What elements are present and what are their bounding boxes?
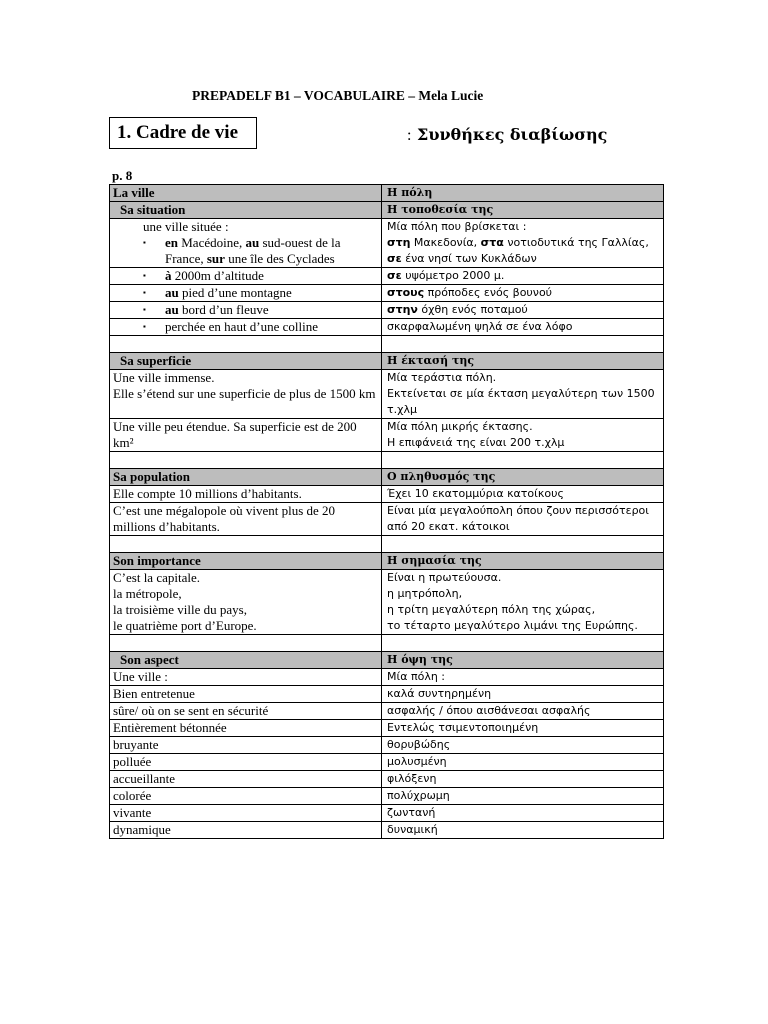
vocab-row <box>110 822 664 839</box>
term-gr-line: φιλόξενη <box>387 772 437 785</box>
item-gr <box>387 285 660 301</box>
term-fr-line: C’est la capitale. <box>113 570 200 585</box>
spacer-row <box>110 536 664 553</box>
bullet-item-fr <box>113 319 378 335</box>
column-header-fr: La ville <box>110 185 382 202</box>
term-fr-line: la troisième ville du pays, <box>113 602 247 617</box>
section-title-gr: Η σημασία της <box>382 553 664 570</box>
section-header-row <box>110 469 664 486</box>
term-fr <box>110 319 382 336</box>
fr-fragment: bord d’un fleuve <box>178 302 269 317</box>
term-fr-line: la métropole, <box>113 586 182 601</box>
vocab-row <box>110 302 664 319</box>
term-gr <box>382 419 664 452</box>
term-gr <box>382 302 664 319</box>
page-reference: p. 8 <box>112 168 133 183</box>
vocab-row <box>110 370 664 419</box>
document-header: PREPADELF B1 – VOCABULAIRE – Mela Lucie <box>192 88 484 103</box>
vocab-row <box>110 319 664 336</box>
term-gr-line: το τέταρτο μεγαλύτερο λιμάνι της Ευρώπης. <box>387 619 638 632</box>
term-gr-line: Είναι η πρωτεύουσα. <box>387 571 502 584</box>
bullet-item-fr <box>113 285 378 301</box>
term-gr <box>382 268 664 285</box>
vocab-row <box>110 720 664 737</box>
vocab-row <box>110 737 664 754</box>
term-gr <box>382 486 664 503</box>
section-title-fr: Sa superficie <box>110 353 382 370</box>
term-fr-line: Une ville peu étendue. Sa superficie est de 200 km² <box>113 419 357 450</box>
term-gr-line: Είναι μία μεγαλούπολη όπου ζουν περισσότεροι από 20 εκατ. κάτοικοι <box>387 504 650 533</box>
term-fr <box>110 285 382 302</box>
term-fr-line: dynamique <box>113 822 171 837</box>
fr-fragment: au <box>165 302 179 317</box>
spacer-cell <box>110 635 382 652</box>
intro-gr: Μία πόλη που βρίσκεται : <box>387 220 527 233</box>
term-fr <box>110 370 382 419</box>
section-title-gr: Η τοποθεσία της <box>382 202 664 219</box>
vocab-row <box>110 268 664 285</box>
gr-fragment: νοτιοδυτικά της Γαλλίας, <box>503 236 649 249</box>
vocab-row <box>110 788 664 805</box>
spacer-cell <box>382 635 664 652</box>
intro-fr: une ville située : <box>143 219 229 234</box>
term-fr <box>110 419 382 452</box>
spacer-cell <box>382 452 664 469</box>
term-fr-line: colorée <box>113 788 152 803</box>
section-title-fr: Son aspect <box>110 652 382 669</box>
term-gr <box>382 285 664 302</box>
gr-fragment: σκαρφαλωμένη ψηλά σε ένα λόφο <box>387 320 573 333</box>
fr-fragment: Macédoine, <box>178 235 246 250</box>
term-gr-line: ασφαλής / όπου αισθάνεσαι ασφαλής <box>387 704 591 717</box>
term-fr-line: le quatrième port d’Europe. <box>113 618 257 633</box>
section-title-fr: Son importance <box>110 553 382 570</box>
term-gr-line: θορυβώδης <box>387 738 451 751</box>
term-gr-line: η μητρόπολη, <box>387 587 463 600</box>
bullet-item-fr <box>113 268 378 284</box>
spacer-row <box>110 336 664 353</box>
bullet-item-fr <box>113 235 378 267</box>
term-fr <box>110 703 382 720</box>
term-gr <box>382 822 664 839</box>
item-gr <box>387 302 660 318</box>
term-fr-line: Une ville : <box>113 669 168 684</box>
term-gr <box>382 771 664 788</box>
term-fr <box>110 788 382 805</box>
gr-fragment: πρόποδες ενός βουνού <box>424 286 553 299</box>
spacer-cell <box>110 536 382 553</box>
gr-fragment: Μακεδονία, <box>410 236 481 249</box>
item-gr <box>387 235 660 267</box>
vocab-row <box>110 219 664 268</box>
term-fr-line: polluée <box>113 754 152 769</box>
gr-fragment: στη <box>387 236 411 249</box>
term-fr <box>110 219 382 268</box>
gr-fragment: υψόμετρο 2000 μ. <box>401 269 505 282</box>
fr-fragment: 2000m d’altitude <box>171 268 264 283</box>
term-gr-line: Η επιφάνειά της είναι 200 τ.χλμ <box>387 436 565 449</box>
term-fr <box>110 720 382 737</box>
gr-fragment: στους <box>387 286 425 299</box>
term-gr-line: Εντελώς τσιμεντοποιημένη <box>387 721 539 734</box>
term-fr <box>110 570 382 635</box>
term-fr <box>110 503 382 536</box>
term-gr <box>382 219 664 268</box>
vocab-row <box>110 570 664 635</box>
fr-fragment: à <box>165 268 172 283</box>
term-fr-line: Une ville immense. <box>113 370 215 385</box>
term-gr <box>382 805 664 822</box>
fr-fragment: sur <box>206 251 225 266</box>
term-fr <box>110 302 382 319</box>
term-fr-line: C’est une mégalopole où vivent plus de 20 millions d’habitants. <box>113 503 336 534</box>
term-fr <box>110 822 382 839</box>
term-fr-line: Elle s’étend sur une superficie de plus de 1500 km <box>113 386 376 401</box>
spacer-cell <box>110 452 382 469</box>
vocab-row <box>110 669 664 686</box>
item-gr <box>387 268 660 284</box>
term-gr <box>382 503 664 536</box>
term-gr-line: Μία τεράστια πόλη. <box>387 371 497 384</box>
vocab-row <box>110 754 664 771</box>
gr-fragment: σε <box>387 269 402 282</box>
spacer-cell <box>110 336 382 353</box>
section-title-gr: Η όψη της <box>382 652 664 669</box>
term-gr-line: Εκτείνεται σε μία έκταση μεγαλύτερη των 1500 τ.χλμ <box>387 387 655 416</box>
spacer-cell <box>382 336 664 353</box>
gr-fragment: σε <box>387 252 402 265</box>
gr-fragment: στα <box>480 236 504 249</box>
term-fr <box>110 486 382 503</box>
term-gr <box>382 737 664 754</box>
vocab-row <box>110 805 664 822</box>
section-header-row <box>110 202 664 219</box>
chapter-title-greek-text: Συνθήκες διαβίωσης <box>417 125 608 144</box>
term-gr <box>382 703 664 720</box>
spacer-row <box>110 635 664 652</box>
gr-fragment: στην <box>387 303 418 316</box>
gr-fragment: όχθη ενός ποταμού <box>417 303 528 316</box>
section-title-gr: Η έκτασή της <box>382 353 664 370</box>
spacer-row <box>110 452 664 469</box>
section-header-row <box>110 353 664 370</box>
gr-fragment: ένα νησί των Κυκλάδων <box>401 252 537 265</box>
term-fr <box>110 771 382 788</box>
term-gr-line: Μία πόλη μικρής έκτασης. <box>387 420 533 433</box>
term-fr-line: Elle compte 10 millions d’habitants. <box>113 486 302 501</box>
chapter-colon: : <box>407 127 412 144</box>
term-fr-line: Entièrement bétonnée <box>113 720 227 735</box>
term-gr-line: η τρίτη μεγαλύτερη πόλη της χώρας, <box>387 603 596 616</box>
term-fr <box>110 268 382 285</box>
column-header-gr: Η πόλη <box>382 185 664 202</box>
vocab-row <box>110 703 664 720</box>
term-gr-line: ζωντανή <box>387 806 436 819</box>
fr-fragment: perchée en haut d’une colline <box>165 319 319 334</box>
term-gr-line: Έχει 10 εκατομμύρια κατοίκους <box>387 487 564 500</box>
term-fr-line: sûre/ où on se sent en sécurité <box>113 703 269 718</box>
term-fr <box>110 686 382 703</box>
fr-fragment: au <box>245 235 260 250</box>
fr-fragment: une île des Cyclades <box>224 251 335 266</box>
fr-fragment: au <box>165 285 179 300</box>
vocab-row <box>110 285 664 302</box>
vocab-row <box>110 486 664 503</box>
bullet-item-fr <box>113 302 378 318</box>
chapter-title: 1. Cadre de vie <box>109 117 257 149</box>
term-gr <box>382 370 664 419</box>
term-gr-line: Μία πόλη : <box>387 670 445 683</box>
term-gr-line: καλά συντηρημένη <box>387 687 492 700</box>
section-header-row <box>110 652 664 669</box>
term-gr <box>382 669 664 686</box>
term-gr <box>382 319 664 336</box>
term-gr-line: μολυσμένη <box>387 755 447 768</box>
section-title-fr: Sa population <box>110 469 382 486</box>
chapter-title-greek <box>407 125 607 145</box>
term-gr <box>382 686 664 703</box>
table-header-row <box>110 185 664 202</box>
section-title-fr: Sa situation <box>110 202 382 219</box>
term-fr <box>110 737 382 754</box>
term-gr-line: δυναμική <box>387 823 438 836</box>
spacer-cell <box>382 536 664 553</box>
term-gr <box>382 570 664 635</box>
item-gr <box>387 319 660 335</box>
fr-fragment: sud-ouest de la France, <box>165 235 341 266</box>
term-fr <box>110 805 382 822</box>
vocab-row <box>110 503 664 536</box>
vocabulary-table <box>109 184 664 839</box>
term-gr <box>382 720 664 737</box>
term-fr-line: accueillante <box>113 771 176 786</box>
fr-fragment: en <box>165 235 178 250</box>
term-gr-line: πολύχρωμη <box>387 789 450 802</box>
section-header-row <box>110 553 664 570</box>
vocab-row <box>110 419 664 452</box>
vocab-row <box>110 686 664 703</box>
section-title-gr: Ο πληθυσμός της <box>382 469 664 486</box>
term-fr <box>110 669 382 686</box>
vocab-row <box>110 771 664 788</box>
term-gr <box>382 754 664 771</box>
term-fr-line: Bien entretenue <box>113 686 195 701</box>
term-fr-line: bruyante <box>113 737 159 752</box>
term-fr <box>110 754 382 771</box>
fr-fragment: pied d’une montagne <box>178 285 292 300</box>
term-gr <box>382 788 664 805</box>
term-fr-line: vivante <box>113 805 152 820</box>
